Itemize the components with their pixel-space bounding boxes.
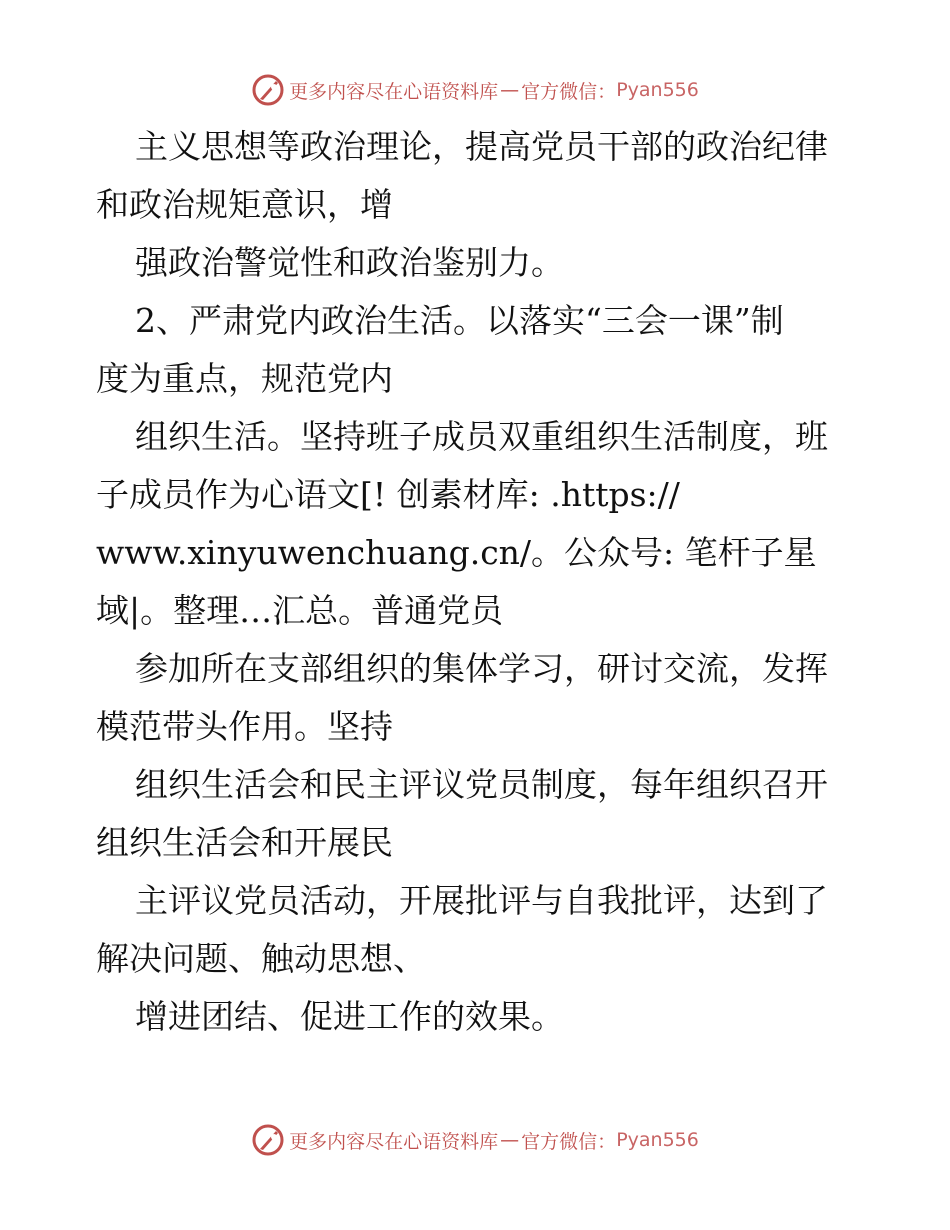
body-line: 域|。整理…汇总。普通党员 (96, 591, 504, 630)
body-line: 解决问题、触动思想、 (96, 939, 426, 978)
body-line: 参加所在支部组织的集体学习，研讨交流，发挥 (135, 649, 828, 688)
body-line: 主义思想等政治理论，提高党员干部的政治纪律 (135, 127, 828, 166)
body-line: 组织生活。坚持班子成员双重组织生活制度，班 (135, 417, 828, 456)
body-line: 和政治规矩意识，增 (96, 185, 393, 224)
body-line: 强政治警觉性和政治鉴别力。 (135, 243, 564, 282)
watermark-separator: — (500, 1129, 520, 1151)
watermark-wechat-id: Pyan556 (616, 1129, 699, 1151)
body-line: 组织生活会和民主评议党员制度，每年组织召开 (135, 765, 828, 804)
quill-circle-logo-icon (251, 73, 285, 107)
body-line: 度为重点，规范党内 (96, 359, 393, 398)
body-line: 组织生活会和开展民 (96, 823, 393, 862)
body-line: 2、严肃党内政治生活。以落实“三会一课”制 (135, 301, 784, 340)
body-line: 增进团结、促进工作的效果。 (135, 997, 564, 1036)
footer-watermark (0, 1120, 950, 1160)
watermark-text: 更多内容尽在心语资料库 (289, 80, 499, 103)
watermark-text: 更多内容尽在心语资料库 (289, 1130, 499, 1153)
body-line: www.xinyuwenchuang.cn/。公众号: 笔杆子星 (96, 533, 817, 572)
quill-circle-logo-icon (251, 1123, 285, 1157)
watermark-suffix: 官方微信： (521, 1130, 617, 1153)
body-line: 主评议党员活动，开展批评与自我批评，达到了 (135, 881, 828, 920)
body-line: 模范带头作用。坚持 (96, 707, 393, 746)
watermark-separator: — (500, 79, 520, 101)
watermark-wechat-id: Pyan556 (616, 79, 699, 101)
header-watermark (0, 70, 950, 110)
body-line: 子成员作为心语文[! 创素材库: .https:// (96, 475, 680, 514)
document-body (96, 118, 866, 1046)
watermark-suffix: 官方微信： (521, 80, 617, 103)
